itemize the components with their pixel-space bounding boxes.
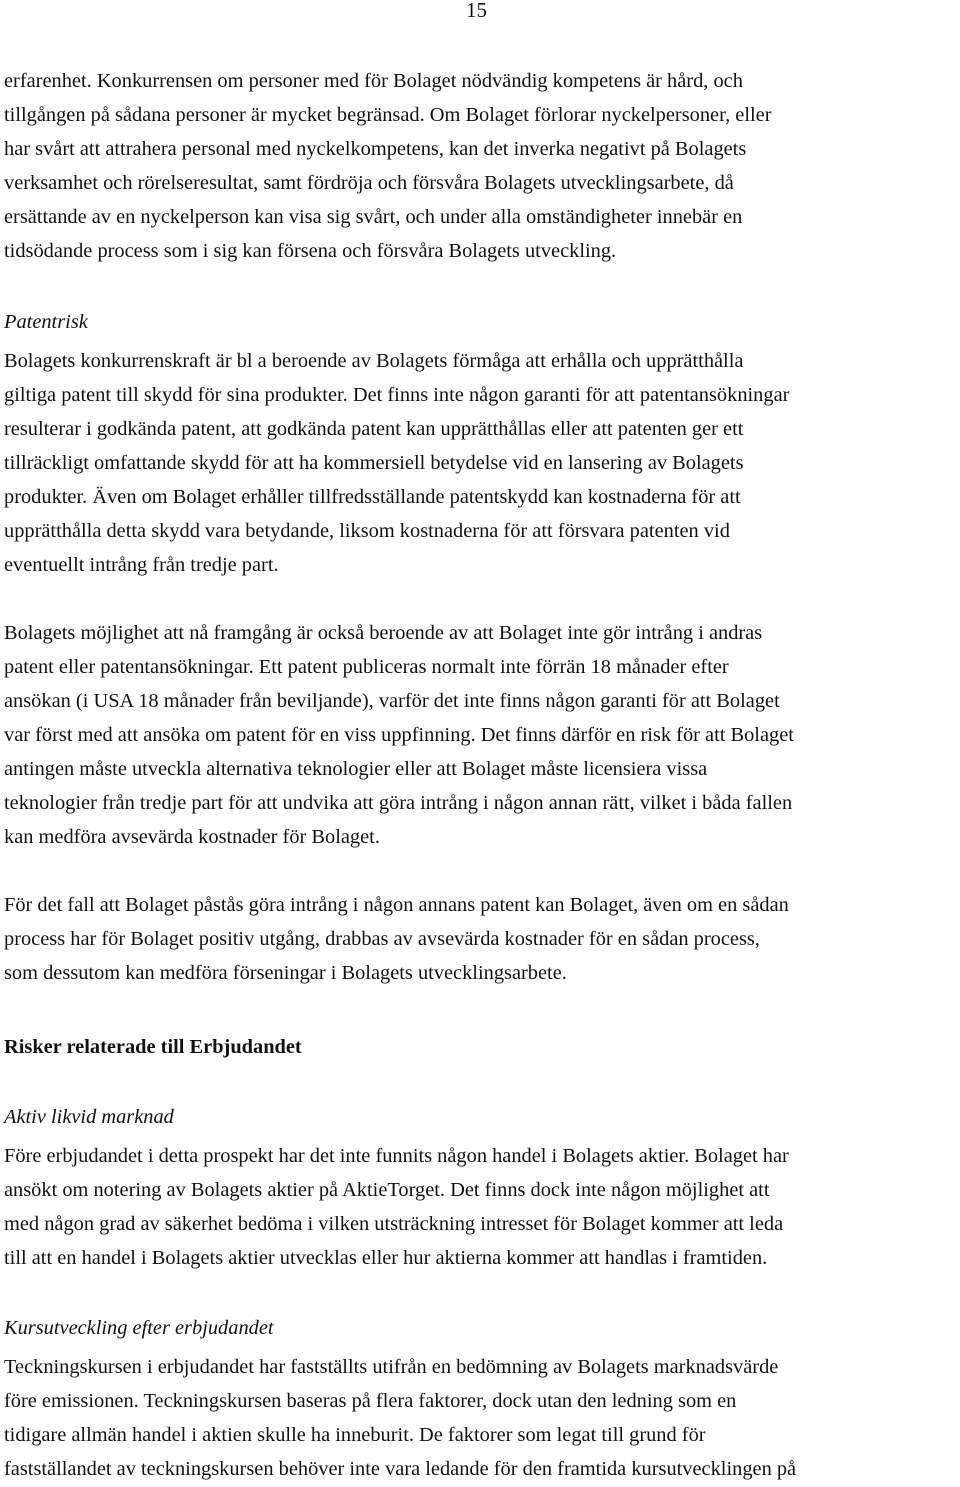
spacer xyxy=(4,854,960,888)
text-line: ersättande av en nyckelperson kan visa sig svårt, och under alla omständigheter innebär en xyxy=(4,206,743,228)
page-number: 15 xyxy=(466,0,487,22)
heading-patentrisk: Patentrisk xyxy=(4,311,88,333)
text-line: Bolagets konkurrenskraft är bl a beroende av Bolagets förmåga att erhålla och upprätthålla xyxy=(4,350,744,372)
text-line: Bolagets möjlighet att nå framgång är också beroende av att Bolaget inte gör intrång i andras xyxy=(4,622,763,644)
paragraph-price-development xyxy=(4,1350,960,1486)
text-line: giltiga patent till skydd för sina produkter. Det finns inte någon garanti för att patentansökningar xyxy=(4,384,790,406)
text-line: tillgången på sådana personer är mycket begränsad. Om Bolaget förlorar nyckelpersoner, eller xyxy=(4,104,772,126)
page-body xyxy=(4,64,960,1486)
text-line: produkter. Även om Bolaget erhåller tillfredsställande patentskydd kan kostnaderna för att xyxy=(4,486,741,508)
text-line: resulterar i godkända patent, att godkända patent kan upprätthållas eller att patenten ger ett xyxy=(4,418,744,440)
spacer xyxy=(4,1275,960,1311)
text-line: ansökt om notering av Bolagets aktier på AktieTorget. Det finns dock inte någon möjlighet att xyxy=(4,1179,770,1201)
paragraph-patent-2 xyxy=(4,616,960,854)
paragraph-patent-3 xyxy=(4,888,960,990)
text-line: med någon grad av säkerhet bedöma i vilken utsträckning intresset för Bolaget kommer att leda xyxy=(4,1213,784,1235)
spacer xyxy=(4,1064,960,1100)
text-line: patent eller patentansökningar. Ett patent publiceras normalt inte förrän 18 månader efter xyxy=(4,656,729,678)
paragraph-liquid-market xyxy=(4,1139,960,1275)
paragraph-patent-1 xyxy=(4,344,960,582)
text-line: antingen måste utveckla alternativa teknologier eller att Bolaget måste licensiera vissa xyxy=(4,758,708,780)
text-line: kan medföra avsevärda kostnader för Bolaget. xyxy=(4,826,380,848)
spacer xyxy=(4,268,960,305)
heading-price-development: Kursutveckling efter erbjudandet xyxy=(4,1317,274,1339)
text-line: För det fall att Bolaget påstås göra intrång i någon annans patent kan Bolaget, även om en sådan xyxy=(4,894,789,916)
text-line: har svårt att attrahera personal med nyckelkompetens, kan det inverka negativt på Bolagets xyxy=(4,138,747,160)
text-line: var först med att ansöka om patent för en viss uppfinning. Det finns därför en risk för att Bolaget xyxy=(4,724,794,746)
heading-offer-risks: Risker relaterade till Erbjudandet xyxy=(4,1036,302,1058)
text-line: som dessutom kan medföra förseningar i Bolagets utvecklingsarbete. xyxy=(4,962,567,984)
text-line: fastställandet av teckningskursen behöver inte vara ledande för den framtida kursutvecklingen på xyxy=(4,1458,797,1480)
text-line: upprätthålla detta skydd vara betydande, liksom kostnaderna för att försvara patenten vid xyxy=(4,520,730,542)
text-line: erfarenhet. Konkurrensen om personer med för Bolaget nödvändig kompetens är hård, och xyxy=(4,70,743,92)
text-line: Före erbjudandet i detta prospekt har det inte funnits någon handel i Bolagets aktier. Bolaget har xyxy=(4,1145,789,1167)
text-line: tillräckligt omfattande skydd för att ha kommersiell betydelse vid en lansering av Bolagets xyxy=(4,452,744,474)
text-line: tidigare allmän handel i aktien skulle ha inneburit. De faktorer som legat till grund för xyxy=(4,1424,706,1446)
spacer xyxy=(4,990,960,1030)
paragraph-key-personnel xyxy=(4,64,960,268)
text-line: ansökan (i USA 18 månader från beviljande), varför det inte finns någon garanti för att Bolaget xyxy=(4,690,780,712)
text-line: process har för Bolaget positiv utgång, drabbas av avsevärda kostnader för en sådan process, xyxy=(4,928,760,950)
heading-liquid-market: Aktiv likvid marknad xyxy=(4,1106,174,1128)
text-line: till att en handel i Bolagets aktier utvecklas eller hur aktierna kommer att handlas i framtiden. xyxy=(4,1247,768,1269)
text-line: före emissionen. Teckningskursen baseras på flera faktorer, dock utan den ledning som en xyxy=(4,1390,737,1412)
text-line: tidsödande process som i sig kan försena och försvåra Bolagets utveckling. xyxy=(4,240,617,262)
text-line: teknologier från tredje part för att undvika att göra intrång i någon annan rätt, vilket i båda fallen xyxy=(4,792,793,814)
spacer xyxy=(4,582,960,616)
text-line: eventuellt intrång från tredje part. xyxy=(4,554,279,576)
text-line: verksamhet och rörelseresultat, samt fördröja och försvåra Bolagets utvecklingsarbete, då xyxy=(4,172,734,194)
text-line: Teckningskursen i erbjudandet har fastställts utifrån en bedömning av Bolagets marknadsvärde xyxy=(4,1356,779,1378)
